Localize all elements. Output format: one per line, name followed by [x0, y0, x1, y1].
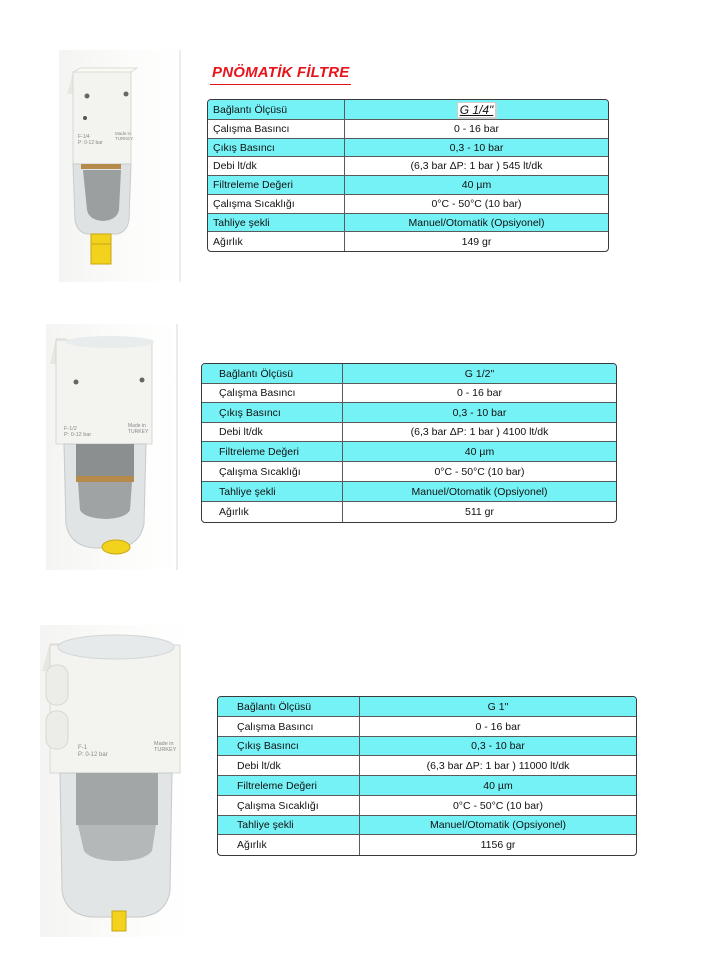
table-row	[208, 157, 608, 176]
table-row	[208, 139, 608, 157]
spec-label: Bağlantı Ölçüsü	[218, 697, 360, 716]
made-in-label: Made in	[115, 131, 132, 136]
spec-label: Filtreleme Değeri	[202, 442, 343, 461]
spec-value	[345, 100, 608, 119]
table-row	[218, 835, 636, 855]
spec-value: 40 µm	[464, 445, 495, 458]
spec-table-1	[207, 99, 609, 252]
table-row	[202, 364, 616, 384]
spec-value: (6,3 bar ΔP: 1 bar ) 11000 lt/dk	[426, 759, 570, 772]
spec-value: 0 - 16 bar	[454, 123, 499, 135]
spec-value: G 1/2"	[464, 367, 495, 380]
spec-label: Bağlantı Ölçüsü	[202, 364, 343, 383]
pressure-label: P: 0-12 bar	[64, 432, 92, 438]
spec-label: Çalışma Sıcaklığı	[202, 462, 343, 481]
spec-value: 0,3 - 10 bar	[471, 740, 525, 752]
pressure-label: P: 0-12 bar	[78, 140, 103, 146]
spec-label: Ağırlık	[208, 232, 345, 251]
spec-value: G 1"	[487, 700, 509, 713]
filter-unit-small-image	[59, 50, 185, 282]
country-label: TURKEY	[154, 747, 177, 753]
filter-unit-medium-image	[46, 324, 180, 570]
made-in-label: Made in	[128, 423, 146, 429]
spec-label: Filtreleme Değeri	[218, 776, 360, 795]
model-label: F-1/4	[78, 134, 90, 140]
spec-label: Debi lt/dk	[218, 756, 360, 775]
spec-label: Ağırlık	[218, 835, 360, 855]
spec-label: Tahliye şekli	[218, 816, 360, 834]
spec-table-2	[201, 363, 617, 523]
table-row	[208, 176, 608, 195]
spec-value: 40 µm	[483, 779, 513, 792]
spec-value: 0 - 16 bar	[457, 387, 502, 399]
spec-value: 1156 gr	[480, 839, 516, 851]
page-title: PNÖMATİK FİLTRE	[210, 64, 351, 85]
spec-value: (6,3 bar ΔP: 1 bar ) 545 lt/dk	[410, 160, 543, 172]
table-row	[218, 796, 636, 816]
country-label: TURKEY	[128, 429, 149, 435]
made-in-label: Made in	[154, 741, 174, 747]
model-label: F-1	[78, 745, 87, 751]
table-row	[218, 697, 636, 717]
spec-label: Tahliye şekli	[202, 482, 343, 501]
spec-value: 0°C - 50°C (10 bar)	[434, 465, 525, 478]
spec-value: 0,3 - 10 bar	[449, 141, 504, 154]
spec-value: 0,3 - 10 bar	[452, 406, 507, 419]
table-row	[202, 442, 616, 462]
spec-value: 0°C - 50°C (10 bar)	[431, 198, 522, 210]
spec-label: Çalışma Sıcaklığı	[208, 195, 345, 213]
table-row	[202, 403, 616, 423]
table-row	[218, 717, 636, 737]
table-row	[208, 232, 608, 251]
product-image-3	[40, 625, 188, 937]
connection-size-value: G 1/4"	[457, 102, 497, 118]
spec-value: Manuel/Otomatik (Opsiyonel)	[430, 819, 566, 831]
product-image-1	[59, 50, 185, 282]
table-row	[208, 214, 608, 232]
spec-value: 149 gr	[461, 235, 492, 248]
country-label: TURKEY	[115, 136, 134, 141]
spec-label: Çalışma Sıcaklığı	[218, 796, 360, 815]
table-row	[218, 776, 636, 796]
spec-value: 511 gr	[465, 506, 494, 518]
spec-label: Tahliye şekli	[208, 214, 345, 231]
spec-table-3	[217, 696, 637, 856]
spec-value: Manuel/Otomatik (Opsiyonel)	[411, 485, 548, 498]
table-row	[202, 482, 616, 502]
spec-label: Bağlantı Ölçüsü	[208, 100, 345, 119]
spec-label: Çalışma Basıncı	[218, 717, 360, 736]
spec-label: Çıkış Basıncı	[218, 737, 360, 755]
spec-label: Çıkış Basıncı	[202, 403, 343, 422]
spec-value: 0 - 16 bar	[475, 720, 521, 733]
spec-label: Filtreleme Değeri	[208, 176, 345, 194]
spec-label: Çalışma Basıncı	[208, 120, 345, 138]
table-row	[202, 502, 616, 522]
table-row	[218, 816, 636, 835]
table-row	[208, 195, 608, 214]
spec-label: Çalışma Basıncı	[202, 384, 343, 402]
spec-label: Çıkış Basıncı	[208, 139, 345, 156]
table-row	[208, 120, 608, 139]
spec-value: (6,3 bar ΔP: 1 bar ) 4100 lt/dk	[410, 426, 549, 438]
model-label: F-1/2	[64, 426, 77, 432]
table-row	[202, 384, 616, 403]
pressure-label: P: 0-12 bar	[78, 752, 108, 758]
spec-value: 0°C - 50°C (10 bar)	[452, 799, 544, 812]
table-row	[208, 100, 608, 120]
table-row	[202, 462, 616, 482]
spec-label: Debi lt/dk	[208, 157, 345, 175]
table-row	[218, 737, 636, 756]
spec-label: Ağırlık	[202, 502, 343, 522]
spec-value: Manuel/Otomatik (Opsiyonel)	[408, 216, 545, 229]
product-image-2	[46, 324, 180, 570]
spec-value: 40 µm	[461, 179, 492, 191]
filter-unit-large-image	[40, 625, 188, 937]
table-row	[218, 756, 636, 776]
table-row	[202, 423, 616, 442]
spec-label: Debi lt/dk	[202, 423, 343, 441]
